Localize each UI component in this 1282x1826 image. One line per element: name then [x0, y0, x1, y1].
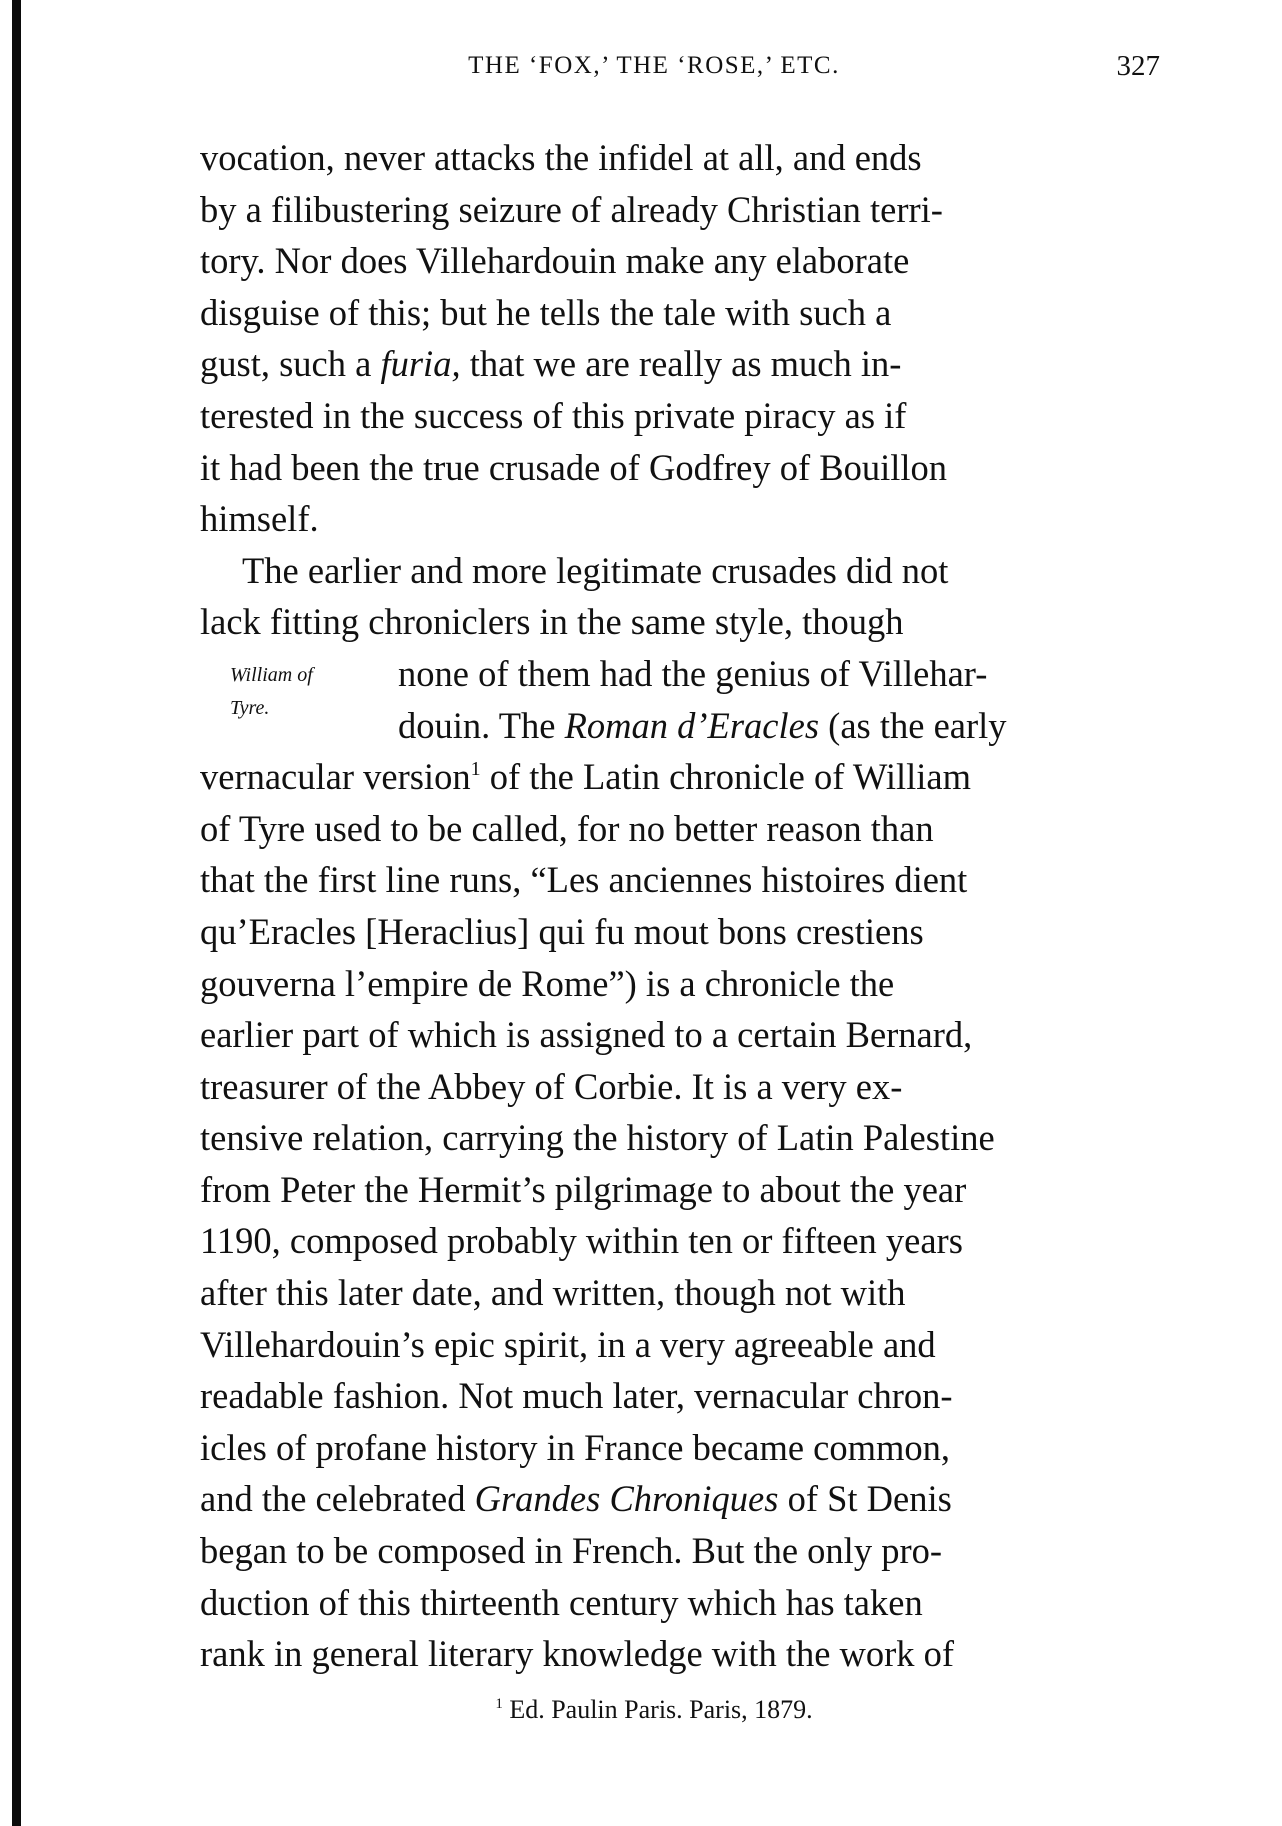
text-line: vocation, never attacks the infidel at all, and ends: [200, 137, 922, 178]
footnote-text: Ed. Paulin Paris. Paris, 1879.: [502, 1695, 813, 1724]
text-run: of the Latin chronicle of William: [480, 756, 972, 798]
running-title: THE ‘FOX,’ THE ‘ROSE,’ ETC.: [468, 52, 840, 79]
text-line: rank in general literary knowledge with the work of: [200, 1633, 955, 1675]
italic-run: Roman d’Eracles: [564, 704, 820, 746]
text-line: began to be composed in French. But the only pro-: [200, 1530, 943, 1572]
text-line: gouverna l’empire de Rome”) is a chronicle the: [200, 962, 895, 1004]
text-line: disguise of this; but he tells the tale with such a: [200, 291, 892, 333]
text-line: [200, 751, 1168, 803]
text-line: [200, 338, 1168, 390]
text-run: douin. The: [398, 704, 565, 746]
text-run: that we are really as much in-: [460, 343, 902, 385]
text-line-paragraph-start: The earlier and more legitimate crusades did not: [242, 549, 949, 591]
page-number: 327: [1116, 50, 1160, 82]
text-line: [200, 1473, 1168, 1525]
text-line: himself.: [200, 498, 319, 540]
body-text: [200, 132, 1168, 1680]
text-line: treasurer of the Abbey of Corbie. It is a very ex-: [200, 1065, 903, 1107]
text-line: 1190, composed probably within ten or fifteen years: [200, 1220, 963, 1262]
page-binding-edge: [12, 0, 21, 1826]
text-line: of Tyre used to be called, for no better reason than: [200, 807, 934, 849]
text-line: [200, 700, 1168, 752]
italic-run: furia,: [380, 343, 461, 385]
text-line: none of them had the genius of Villehar-: [398, 652, 988, 694]
text-line: qu’Eracles [Heraclius] qui fu mout bons crestiens: [200, 910, 924, 952]
text-run: and the celebrated: [200, 1478, 475, 1520]
sidenote-line-2: Tyre.: [230, 697, 270, 719]
footnote: [200, 1692, 1168, 1728]
text-line: icles of profane history in France became common,: [200, 1426, 951, 1468]
italic-run: Grandes Chroniques: [474, 1478, 779, 1520]
text-line: it had been the true crusade of Godfrey of Bouillon: [200, 446, 948, 488]
text-line: readable fashion. Not much later, vernacular chron-: [200, 1375, 953, 1417]
text-line: after this later date, and written, though not with: [200, 1272, 906, 1314]
text-line: tensive relation, carrying the history of Latin Palestine: [200, 1117, 995, 1159]
sidenote-line-1: William of: [230, 664, 313, 686]
text-line: lack fitting chroniclers in the same style, though: [200, 601, 904, 643]
text-run: vernacular version: [200, 756, 471, 798]
footnote-ref[interactable]: 1: [470, 758, 481, 781]
text-line: tory. Nor does Villehardouin make any elaborate: [200, 240, 910, 282]
text-line: duction of this thirteenth century which has taken: [200, 1581, 923, 1623]
footnote-marker: 1: [495, 1696, 503, 1712]
text-line: earlier part of which is assigned to a certain Bernard,: [200, 1014, 973, 1056]
text-line: Villehardouin’s epic spirit, in a very agreeable and: [200, 1323, 936, 1365]
running-head: [200, 46, 1168, 86]
text-line: from Peter the Hermit’s pilgrimage to about the year: [200, 1168, 967, 1210]
text-run: of St Denis: [778, 1478, 952, 1520]
text-line: that the first line runs, “Les anciennes histoires dient: [200, 859, 968, 901]
text-line: by a filibustering seizure of already Christian terri-: [200, 188, 943, 230]
text-run: (as the early: [819, 704, 1007, 746]
text-line: terested in the success of this private piracy as if: [200, 394, 907, 436]
text-run: gust, such a: [200, 343, 381, 385]
